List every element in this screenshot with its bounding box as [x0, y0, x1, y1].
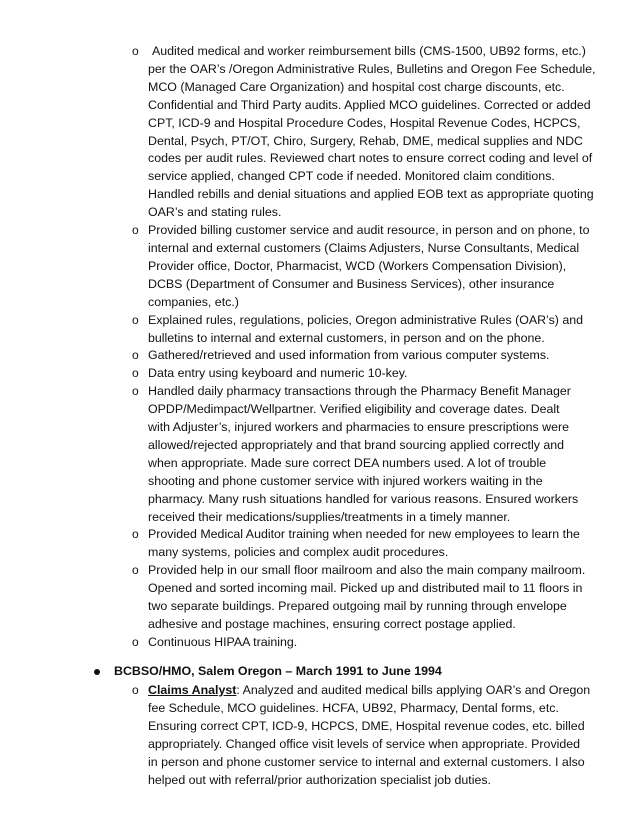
job2-duties-list — [0, 682, 638, 789]
list-item-text: Explained rules, regulations, policies, Oregon administrative Rules (OAR’s) and bulletins to internal and external customers, in person and on the phone. — [148, 312, 584, 345]
list-item-text: Data entry using keyboard and numeric 10-key. — [148, 366, 408, 381]
job-duties-list — [0, 43, 638, 652]
list-item-text: Provided help in our small floor mailroom and also the main company mailroom. Opened and sorted incoming mail. Picked up and distributed mail to 11 floors in two separate buildings. Prepared outgoing mail by running through envelope adhesive and postage machines, ensuring correct postage applied. — [148, 563, 586, 631]
list-item — [0, 222, 638, 312]
list-item — [0, 562, 638, 634]
circle-bullet-icon: o — [132, 527, 139, 542]
list-item — [0, 365, 638, 383]
circle-bullet-icon: o — [132, 44, 139, 58]
list-item-text: Handled daily pharmacy transactions through the Pharmacy Benefit Manager OPDP/Medimpact/Wellpartner. Verified eligibility and coverage dates. Dealt with Adjuster’s, injured workers and pharmacies to ensure prescriptions were allowed/rejected appropriately and that brand sourcing applied correctly and when appropriate. Made sure correct DEA numbers used. A lot of trouble shooting and phone customer service with injured workers waiting in the pharmacy. Many rush situations handled for various reasons. Ensured workers received their medications/supplies/treatments in a timely manner. — [148, 384, 579, 524]
circle-bullet-icon: o — [132, 634, 139, 649]
job-heading: BCBSO/HMO, Salem Oregon – March 1991 to June 1994 — [114, 664, 442, 678]
list-item — [0, 43, 638, 222]
circle-bullet-icon: o — [132, 366, 139, 381]
list-item-text: Gathered/retrieved and used information from various computer systems. — [148, 348, 550, 363]
list-item — [0, 383, 638, 526]
circle-bullet-icon: o — [132, 683, 139, 697]
job-heading-row — [0, 663, 638, 681]
list-item-text: Provided Medical Auditor training when needed for new employees to learn the many systems, policies and complex audit procedures. — [148, 527, 580, 560]
list-item — [0, 347, 638, 365]
bullet-dot-icon — [94, 669, 100, 675]
list-item-text: Audited medical and worker reimbursement bills (CMS-1500, UB92 forms, etc.) per the OAR’s /Oregon Administrative Rules, Bulletins and Oregon Fee Schedule, MCO (Managed Care Organization) and hospital cost charge discounts, etc. Confidential and Third Party audits. Applied MCO guidelines. Corrected or added CPT, ICD-9 and Hospital Procedure Codes, Hospital Revenue Codes, HCPCS, Dental, Psych, PT/OT, Chiro, Surgery, Rehab, DME, medical supplies and NDC codes per audit rules. Reviewed chart notes to ensure correct coding and level of service applied, changed CPT code if needed. Monitored claim conditions. Handled rebills and denial situations and applied EOB text as appropriate quoting OAR’s and stating rules. — [148, 44, 596, 220]
list-item-text: Continuous HIPAA training. — [148, 634, 298, 649]
circle-bullet-icon: o — [132, 563, 139, 578]
list-item — [0, 634, 638, 652]
list-item — [0, 682, 638, 789]
job-title: Claims Analyst — [148, 683, 237, 697]
list-item — [0, 312, 638, 348]
circle-bullet-icon: o — [132, 312, 139, 327]
circle-bullet-icon: o — [132, 223, 139, 238]
circle-bullet-icon: o — [132, 348, 139, 363]
circle-bullet-icon: o — [132, 384, 139, 399]
list-item-text: Claims Analyst: Analyzed and audited medical bills applying OAR’s and Oregon fee Schedule, MCO guidelines. HCFA, UB92, Pharmacy, Dental forms, etc. Ensuring correct CPT, ICD-9, HCPCS, DME, Hospital revenue codes, etc. billed appropriately. Changed office visit levels of service when appropriate. Provided in person and phone customer service to internal and external customers. I also helped out with referral/prior authorization specialist job duties. — [148, 683, 591, 787]
list-item-text: Provided billing customer service and audit resource, in person and on phone, to internal and external customers (Claims Adjusters, Nurse Consultants, Medical Provider office, Doctor, Pharmacist, WCD (Workers Compensation Division), DCBS (Department of Consumer and Business Services), other insurance companies, etc.) — [148, 223, 590, 309]
list-item — [0, 526, 638, 562]
